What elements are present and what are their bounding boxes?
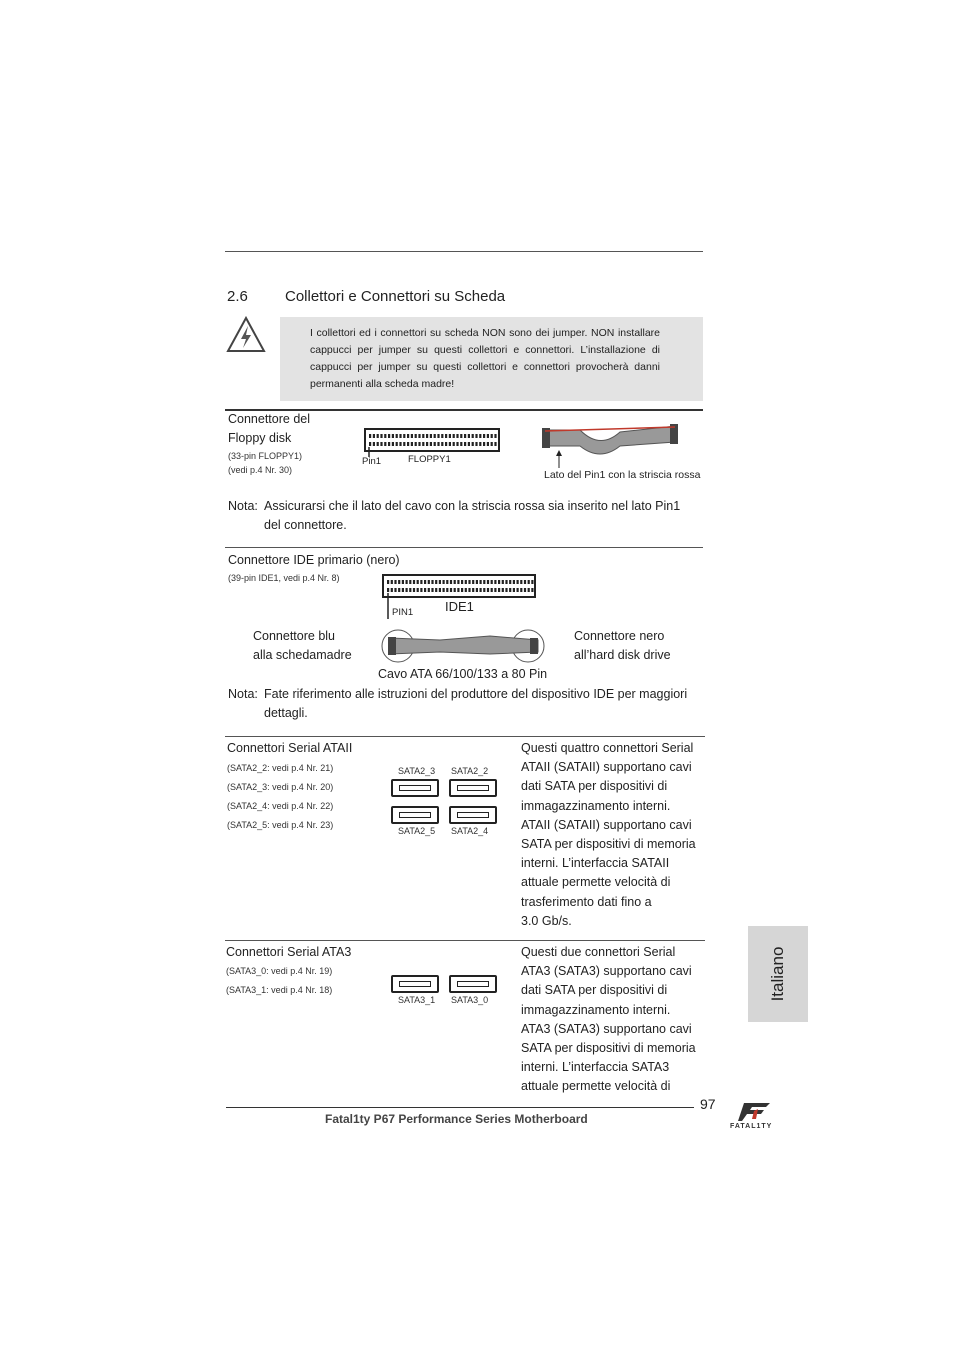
ide-note-2: dettagli. [264, 706, 308, 720]
sata3-desc-line: attuale permette velocità di [521, 1079, 671, 1094]
connector-pin [531, 580, 533, 584]
connector-pin [398, 588, 400, 592]
connector-pin [472, 434, 474, 438]
ide-pin-label: PIN1 [392, 607, 414, 618]
sata2-label-2: SATA2_2 [451, 766, 489, 776]
ide-sub: (39-pin IDE1, vedi p.4 Nr. 8) [228, 573, 340, 583]
connector-pin [399, 434, 401, 438]
sata2-description [521, 739, 706, 931]
connector-pin [417, 588, 419, 592]
connector-pin [407, 434, 409, 438]
language-tab-label: Italiano [768, 946, 787, 1002]
connector-pin [437, 434, 439, 438]
connector-pin [475, 442, 477, 446]
connector-pin [394, 588, 396, 592]
sata3-desc-line: ATA3 (SATA3) supportano cavi [521, 1021, 692, 1036]
connector-pin [487, 588, 489, 592]
connector-pin [396, 442, 398, 446]
sata2-desc-line: interni. L’interfaccia SATAII [521, 856, 670, 871]
sata2-desc-line: trasferimento dati fino a [521, 894, 652, 909]
sata3-desc-line: Questi due connettori Serial [521, 945, 676, 959]
ide-note-label: Nota: [228, 687, 258, 701]
floppy-title-2: Floppy disk [228, 431, 292, 445]
sata2-desc-line: SATA per dispositivi di memoria [521, 837, 696, 852]
connector-pin [487, 442, 489, 446]
connector-pin [531, 588, 533, 592]
rule-sata3 [225, 940, 705, 941]
connector-pin [391, 580, 393, 584]
connector-pin [402, 588, 404, 592]
connector-pin [409, 588, 411, 592]
connector-pin [476, 588, 478, 592]
floppy-cable-illustration [540, 420, 680, 470]
connector-pin [491, 588, 493, 592]
sata3-title: Connettori Serial ATA3 [226, 945, 352, 959]
connector-pin [509, 580, 511, 584]
rule-ide [225, 547, 703, 548]
sata3-label-0: SATA3_0 [451, 995, 489, 1005]
warning-lightning-icon [226, 316, 266, 354]
connector-pin [498, 580, 500, 584]
connector-pin [409, 580, 411, 584]
ide-right-1: Connettore nero [574, 629, 665, 643]
connector-pin [476, 580, 478, 584]
sata3-label-1: SATA3_1 [398, 995, 436, 1005]
connector-pin [446, 588, 448, 592]
connector-pin [398, 580, 400, 584]
connector-pin [431, 580, 433, 584]
sata3-desc-line: interni. L’interfaccia SATA3 [521, 1060, 670, 1075]
connector-pin [513, 580, 515, 584]
connector-pin [480, 588, 482, 592]
floppy-pin-label: Pin1 [362, 456, 382, 467]
floppy-title-1: Connettore del [228, 412, 311, 426]
connector-pin [406, 588, 408, 592]
connector-pin [460, 442, 462, 446]
connector-pin [457, 588, 459, 592]
sata2-4-port [449, 806, 497, 824]
connector-pin [502, 588, 504, 592]
connector-pin [403, 434, 405, 438]
connector-pin [502, 580, 504, 584]
connector-pin [388, 442, 390, 446]
connector-pin [456, 434, 458, 438]
connector-pin [384, 442, 386, 446]
connector-pin [517, 580, 519, 584]
connector-pin [430, 442, 432, 446]
connector-pin [422, 442, 424, 446]
connector-pin [420, 580, 422, 584]
connector-pin [435, 580, 437, 584]
footer-title: Fatal1ty P67 Performance Series Motherboard [325, 1112, 588, 1126]
connector-pin [524, 580, 526, 584]
sata2-5-port [391, 806, 439, 824]
connector-pin [461, 580, 463, 584]
sata2-desc-line: ATAII (SATAII) supportano cavi [521, 817, 692, 832]
connector-pin [441, 434, 443, 438]
sata2-desc-line: immagazzinamento interni. [521, 798, 671, 813]
connector-pin [491, 442, 493, 446]
connector-pin [449, 434, 451, 438]
sata3-sub-2: (SATA3_1: vedi p.4 Nr. 18) [226, 985, 333, 995]
connector-pin [453, 442, 455, 446]
sata2-label-5: SATA2_5 [398, 826, 436, 836]
connector-pin [454, 580, 456, 584]
ide-note-1: Fate riferimento alle istruzioni del produttore del dispositivo IDE per maggiori [264, 687, 688, 701]
connector-pin [380, 442, 382, 446]
connector-pin [456, 442, 458, 446]
connector-pin [392, 442, 394, 446]
connector-pin [413, 588, 415, 592]
connector-pin [417, 580, 419, 584]
sata3-desc-line: ATA3 (SATA3) supportano cavi [521, 964, 692, 979]
connector-pin [422, 434, 424, 438]
connector-pin [468, 580, 470, 584]
connector-pin [445, 442, 447, 446]
connector-pin [479, 442, 481, 446]
connector-pin [457, 580, 459, 584]
connector-pin [428, 580, 430, 584]
connector-pin [392, 434, 394, 438]
connector-pin [428, 588, 430, 592]
connector-pin [498, 588, 500, 592]
connector-pin [377, 434, 379, 438]
sata2-sub-3: (SATA2_4: vedi p.4 Nr. 22) [227, 801, 334, 811]
sata2-label-3: SATA2_3 [398, 766, 436, 776]
page-number: 97 [700, 1096, 716, 1112]
connector-pin [483, 442, 485, 446]
connector-pin [439, 580, 441, 584]
ide-cable-caption: Cavo ATA 66/100/133 a 80 Pin [378, 667, 548, 681]
connector-pin [517, 588, 519, 592]
connector-pin [443, 580, 445, 584]
floppy-note-1: Assicurarsi che il lato del cavo con la striscia rossa sia inserito nel lato Pin1 [264, 499, 681, 513]
connector-pin [388, 434, 390, 438]
connector-pin [387, 588, 389, 592]
connector-pin [487, 580, 489, 584]
connector-pin [391, 588, 393, 592]
connector-pin [394, 580, 396, 584]
warning-box [280, 317, 703, 401]
ide-header-label: IDE1 [445, 599, 474, 614]
sata3-desc-line: SATA per dispositivi di memoria [521, 1041, 696, 1056]
connector-pin [472, 580, 474, 584]
connector-pin [528, 580, 530, 584]
language-side-tab [748, 926, 808, 1022]
connector-pin [396, 434, 398, 438]
connector-pin [449, 442, 451, 446]
sata2-3-port [391, 779, 439, 797]
connector-pin [520, 580, 522, 584]
sata2-desc-line: ATAII (SATAII) supportano cavi [521, 760, 692, 775]
connector-pin [465, 580, 467, 584]
sata3-desc-line: dati SATA per dispositivi di [521, 983, 668, 998]
connector-pin [453, 434, 455, 438]
ide-right-2: all’hard disk drive [574, 648, 671, 662]
ide-title: Connettore IDE primario (nero) [228, 553, 400, 567]
connector-pin [468, 442, 470, 446]
sata3-desc-line: immagazzinamento interni. [521, 1002, 671, 1017]
floppy-cable-caption: Lato del Pin1 con la striscia rossa [544, 469, 701, 481]
connector-pin [420, 588, 422, 592]
sata2-2-port [449, 779, 497, 797]
connector-pin [373, 434, 375, 438]
connector-pin [491, 580, 493, 584]
floppy-header-label: FLOPPY1 [408, 454, 451, 465]
connector-pin [494, 434, 496, 438]
connector-pin [430, 434, 432, 438]
connector-pin [403, 442, 405, 446]
connector-pin [464, 434, 466, 438]
connector-pin [491, 434, 493, 438]
floppy-header-diagram [362, 427, 502, 457]
floppy-sub-1: (33-pin FLOPPY1) [228, 451, 303, 461]
connector-pin [418, 442, 420, 446]
sata2-label-4: SATA2_4 [451, 826, 489, 836]
floppy-sub-2: (vedi p.4 Nr. 30) [228, 465, 293, 475]
connector-pin [483, 580, 485, 584]
connector-pin [509, 588, 511, 592]
connector-pin [369, 434, 371, 438]
sata3-description [521, 943, 706, 1097]
sata2-sub-1: (SATA2_2: vedi p.4 Nr. 21) [227, 763, 334, 773]
connector-pin [380, 434, 382, 438]
connector-pin [450, 580, 452, 584]
ide-cable-illustration [380, 628, 548, 664]
connector-pin [377, 442, 379, 446]
connector-pin [415, 442, 417, 446]
connector-pin [384, 434, 386, 438]
section-title: Collettori e Connettori su Scheda [285, 288, 506, 305]
sata3-sub-1: (SATA3_0: vedi p.4 Nr. 19) [226, 966, 333, 976]
connector-pin [424, 580, 426, 584]
sata3-0-port [449, 975, 497, 993]
connector-pin [399, 442, 401, 446]
connector-pin [415, 434, 417, 438]
connector-pin [369, 442, 371, 446]
sata2-title: Connettori Serial ATAII [227, 741, 353, 755]
connector-pin [483, 434, 485, 438]
connector-pin [472, 588, 474, 592]
connector-pin [464, 442, 466, 446]
ide-left-2: alla schedamadre [253, 648, 352, 662]
connector-pin [487, 434, 489, 438]
warning-text: I collettori ed i connettori su scheda NON sono dei jumper. NON installare cappucci per jumper su questi collettori e connettori. L’installazione di cappucci per jumper su questi collettori e connettori provocherà danni permanenti alla scheda madre! [310, 327, 660, 390]
connector-pin [465, 588, 467, 592]
connector-pin [402, 580, 404, 584]
connector-pin [435, 588, 437, 592]
connector-pin [446, 580, 448, 584]
connector-pin [387, 580, 389, 584]
connector-pin [439, 588, 441, 592]
connector-pin [475, 434, 477, 438]
connector-pin [443, 588, 445, 592]
connector-pin [411, 442, 413, 446]
connector-pin [528, 588, 530, 592]
connector-pin [494, 588, 496, 592]
connector-pin [431, 588, 433, 592]
connector-pin [450, 588, 452, 592]
sata2-sub-2: (SATA2_3: vedi p.4 Nr. 20) [227, 782, 334, 792]
connector-pin [480, 580, 482, 584]
connector-pin [426, 434, 428, 438]
connector-pin [407, 442, 409, 446]
footer-rule [226, 1107, 694, 1108]
connector-pin [373, 442, 375, 446]
connector-pin [494, 580, 496, 584]
connector-pin [418, 434, 420, 438]
connector-pin [461, 588, 463, 592]
connector-pin [411, 434, 413, 438]
connector-pin [505, 580, 507, 584]
connector-pin [460, 434, 462, 438]
connector-pin [426, 442, 428, 446]
connector-pin [468, 588, 470, 592]
connector-pin [434, 434, 436, 438]
floppy-note-label: Nota: [228, 499, 258, 513]
connector-pin [513, 588, 515, 592]
connector-pin [413, 580, 415, 584]
connector-pin [505, 588, 507, 592]
connector-pin [454, 588, 456, 592]
connector-pin [406, 580, 408, 584]
connector-pin [472, 442, 474, 446]
connector-pin [520, 588, 522, 592]
sata2-desc-line: 3.0 Gb/s. [521, 913, 572, 928]
ide-left-1: Connettore blu [253, 629, 336, 643]
connector-pin [437, 442, 439, 446]
connector-pin [479, 434, 481, 438]
sata2-desc-line: attuale permette velocità di [521, 875, 671, 890]
connector-pin [434, 442, 436, 446]
connector-pin [441, 442, 443, 446]
sata2-desc-line: dati SATA per dispositivi di [521, 779, 668, 794]
footer-logo-text: FATAL1TY [730, 1123, 773, 1130]
section-number: 2.6 [227, 288, 248, 305]
sata3-1-port [391, 975, 439, 993]
sata2-sub-4: (SATA2_5: vedi p.4 Nr. 23) [227, 820, 334, 830]
connector-pin [494, 442, 496, 446]
connector-pin [483, 588, 485, 592]
connector-pin [468, 434, 470, 438]
floppy-note-2: del connettore. [264, 518, 347, 532]
connector-pin [445, 434, 447, 438]
sata2-desc-line: Questi quattro connettori Serial [521, 741, 694, 755]
connector-pin [424, 588, 426, 592]
top-rule [225, 251, 703, 252]
connector-pin [524, 588, 526, 592]
rule-sata2 [225, 736, 705, 737]
